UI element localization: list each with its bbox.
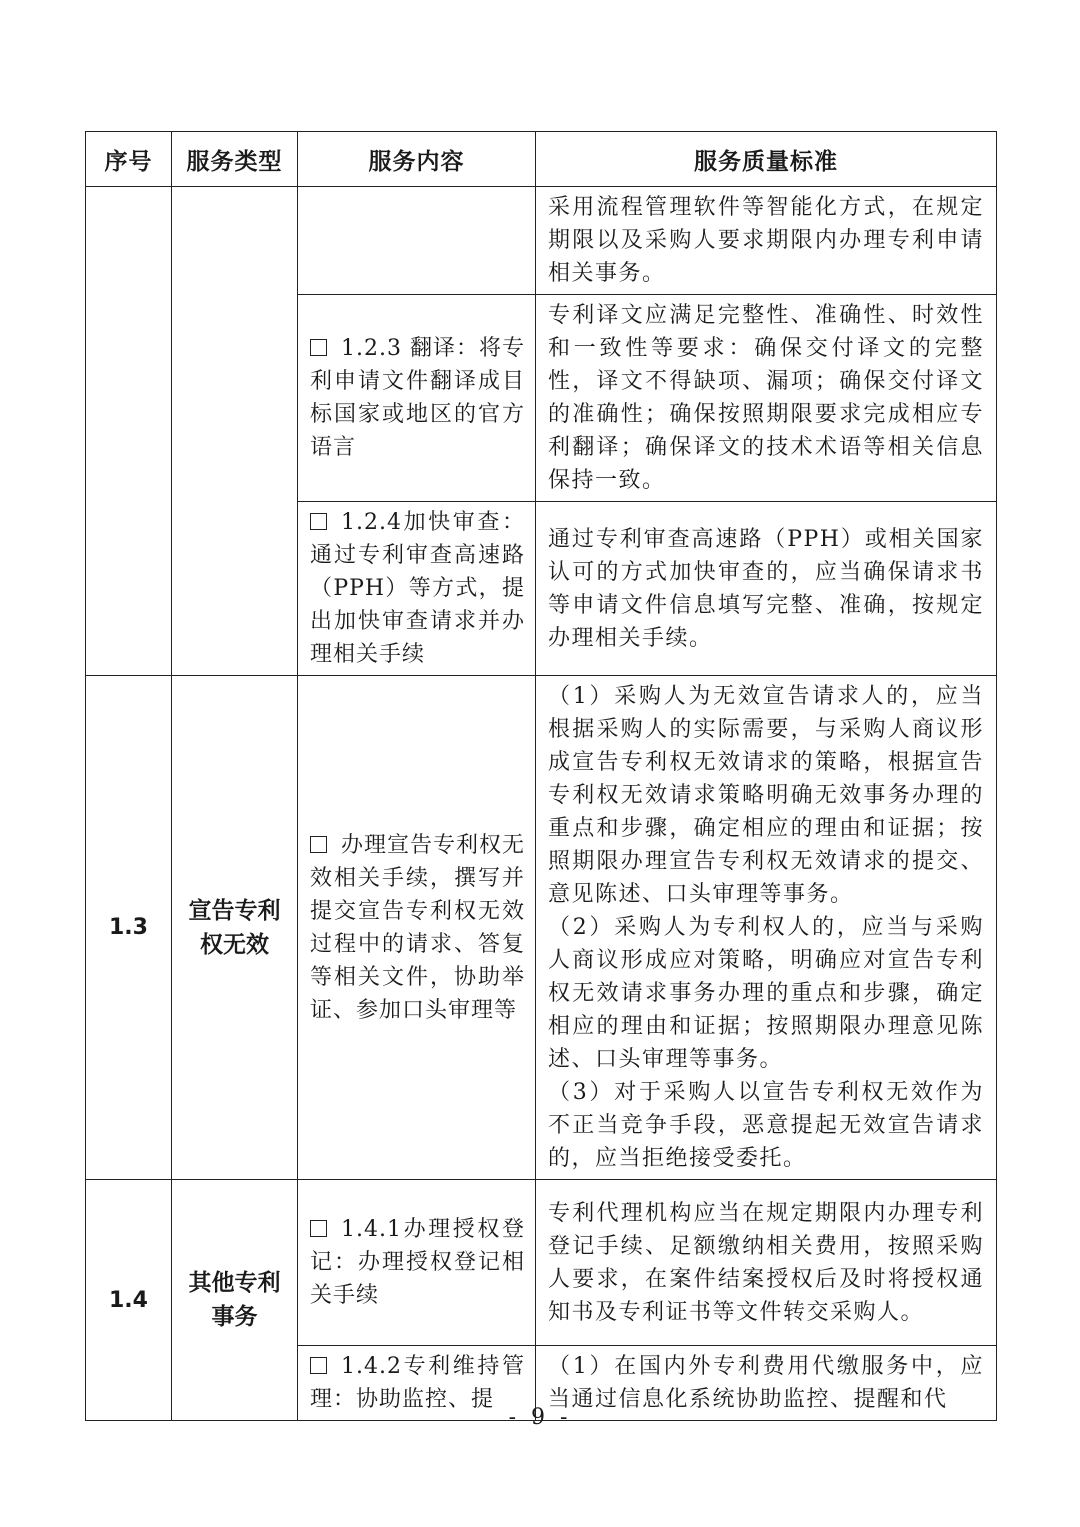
standard-paragraph: （1）采购人为无效宣告请求人的，应当根据采购人的实际需要，与采购人商议形成宣告专利权无效请求的策略，根据宣告专利权无效请求策略明确无效事务办理的重点和步骤，确定相应的理由和证据；按照期限办理宣告专利权无效请求的提交、意见陈述、口头审理等事务。 [548,684,984,907]
checkbox-icon[interactable] [310,339,327,356]
type-cell: 宣告专利权无效 [172,676,298,1180]
standard-paragraph: （1）在国内外专利费用代缴服务中，应当通过信息化系统协助监控、提醒和代 [548,1354,984,1412]
content-text: 1.4.1办理授权登记：办理授权登记相关手续 [310,1217,525,1308]
standard-cell [536,676,997,1180]
standard-paragraph: 通过专利审查高速路（PPH）或相关国家认可的方式加快审查的，应当确保请求书等申请文件信息填写完整、准确，按规定办理相关手续。 [548,526,984,651]
table-row [86,1180,997,1346]
type-cell-empty [172,187,298,676]
content-text: 1.4.2专利维持管理：协助监控、提 [310,1354,525,1412]
checkbox-icon[interactable] [310,1357,327,1374]
table-header-row [86,132,997,187]
table-row [86,676,997,1180]
header-content: 服务内容 [298,132,536,187]
table-row [86,187,997,295]
standard-paragraph: （2）采购人为专利权人的，应当与采购人商议形成应对策略，明确应对宣告专利权无效请求事务办理的重点和步骤，确定相应的理由和证据；按照期限办理意见陈述、口头审理等事务。 [548,915,984,1072]
content-cell [298,502,536,676]
standard-cell [536,187,997,295]
checkbox-icon[interactable] [310,1220,327,1237]
service-standard-table [85,131,997,1421]
checkbox-icon[interactable] [310,513,327,530]
seq-cell-empty [86,187,172,676]
seq-cell: 1.4 [86,1180,172,1421]
content-cell [298,295,536,502]
content-cell [298,1180,536,1346]
standard-paragraph: 采用流程管理软件等智能化方式，在规定期限以及采购人要求期限内办理专利申请相关事务。 [548,195,984,286]
content-text: 1.2.3 翻译：将专利申请文件翻译成目标国家或地区的官方语言 [310,336,525,460]
page-number: - 9 - [508,1405,572,1430]
content-cell [298,676,536,1180]
checkbox-icon[interactable] [310,836,327,853]
standard-paragraph: 专利代理机构应当在规定期限内办理专利登记手续、足额缴纳相关费用，按照采购人要求，在案件结案授权后及时将授权通知书及专利证书等文件转交采购人。 [548,1200,984,1325]
standard-cell [536,502,997,676]
seq-cell: 1.3 [86,676,172,1180]
header-type: 服务类型 [172,132,298,187]
content-cell-empty [298,187,536,295]
standard-paragraph: 专利译文应满足完整性、准确性、时效性和一致性等要求：确保交付译文的完整性，译文不得缺项、漏项；确保交付译文的准确性；确保按照期限要求完成相应专利翻译；确保译文的技术术语等相关信息保持一致。 [548,303,984,493]
content-text: 办理宣告专利权无效相关手续，撰写并提交宣告专利权无效过程中的请求、答复等相关文件，协助举证、参加口头审理等 [310,832,526,1023]
type-cell: 其他专利事务 [172,1180,298,1421]
content-text: 1.2.4加快审查：通过专利审查高速路（PPH）等方式，提出加快审查请求并办理相关手续 [310,510,525,667]
header-standard: 服务质量标准 [536,132,997,187]
standard-paragraph: （3）对于采购人以宣告专利权无效作为不正当竞争手段，恶意提起无效宣告请求的，应当拒绝接受委托。 [548,1080,984,1171]
header-seq: 序号 [86,132,172,187]
standard-cell [536,295,997,502]
standard-cell [536,1180,997,1346]
